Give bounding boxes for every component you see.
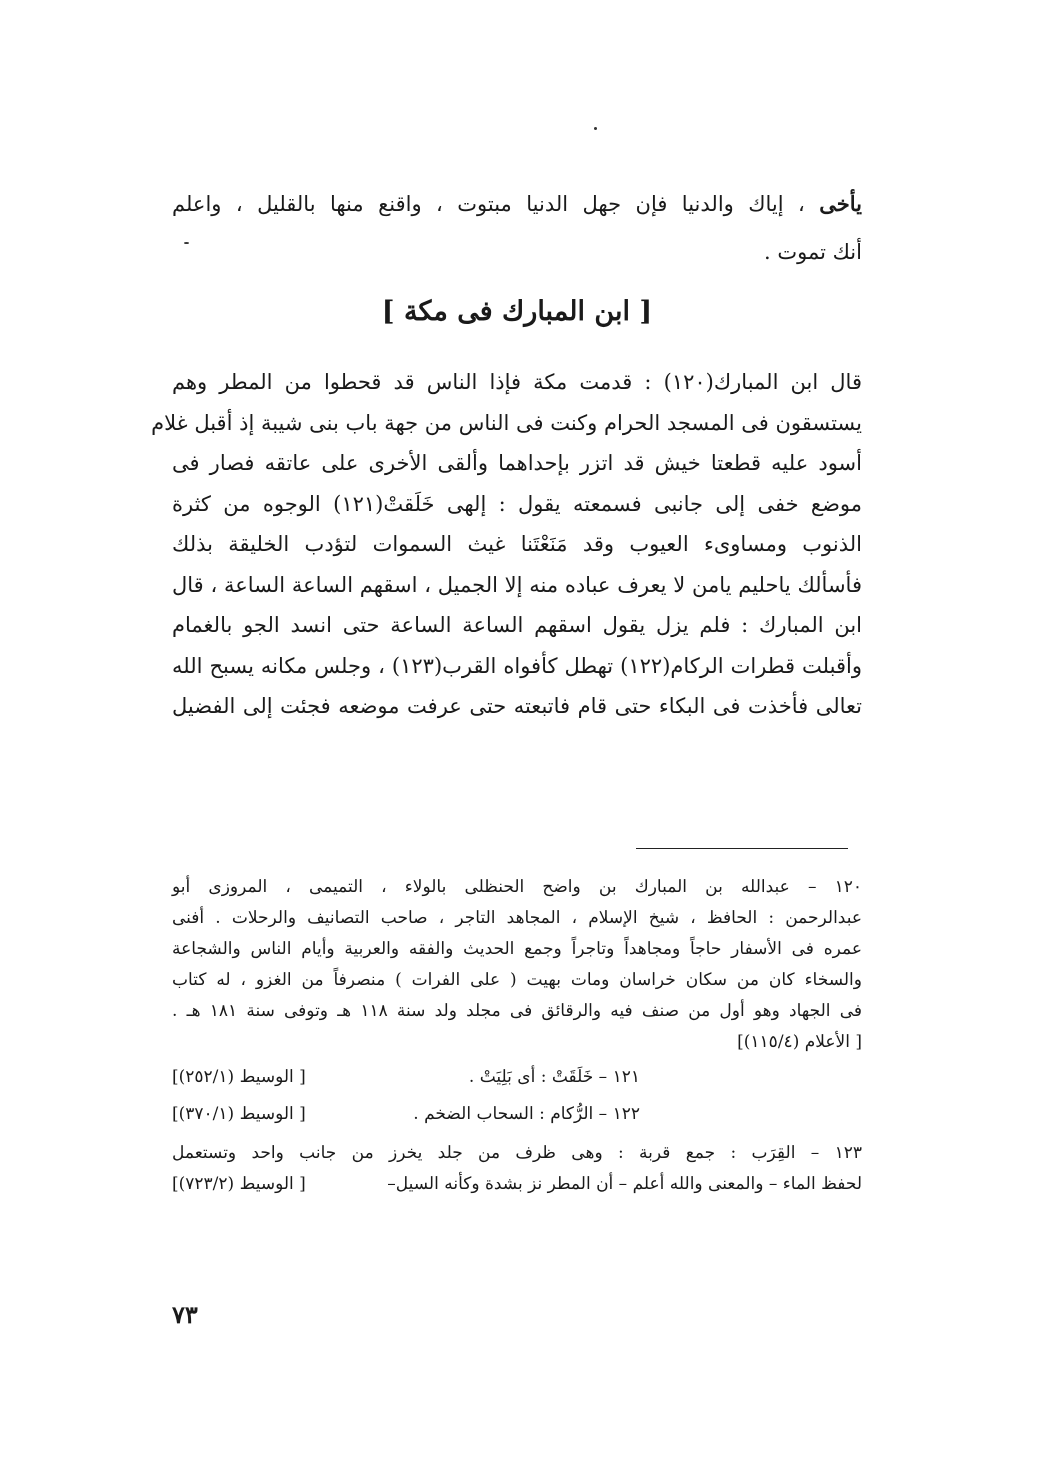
footnote-source: [ الوسيط (٢٥٢/١)]: [172, 1067, 306, 1087]
intro-line: ، إياك والدنيا فإن جهل الدنيا مبتوت ، واقنع منها بالقليل ، واعلم: [172, 192, 820, 216]
intro-paragraph: [172, 180, 862, 276]
body-line: الذنوب ومساوىء العيوب وقد مَنَعْتَنا غيث السموات لتؤدب الخليقة بذلك: [172, 532, 862, 556]
footnote-source: [ الأعلام (١١٥/٤)]: [737, 1032, 862, 1052]
body-line: موضع خفى إلى جانبى فسمعته يقول : إلهى خَلَقتْ(١٢١) الوجوه من كثرة: [172, 491, 863, 516]
footnote-text: ١٢٢ – الرُّكام : السحاب الضخم .: [413, 1104, 640, 1124]
footnote-line: عبدالرحمن : الحافظ ، شيخ الإسلام ، المجاهد التاجر ، صاحب التصانيف والرحلات . أفنى: [172, 908, 862, 928]
footnote-source: [ الوسيط (٣٧٠/١)]: [172, 1104, 306, 1124]
footnote-123-end: [172, 1169, 862, 1200]
footnote-line: والسخاء كان من سكان خراسان ومات بهيت ( على الفرات ) منصرفاً من الغزو ، له كتاب: [172, 970, 862, 990]
footnote-source: [ الوسيط (٧٢٣/٢)]: [172, 1174, 306, 1194]
body-line: يستسقون فى المسجد الحرام وكنت فى الناس من جهة باب بنى شيبة إذ أقبل غلام: [151, 410, 862, 435]
body-line: فأسألك ياحليم يامن لا يعرف عباده منه إلا الجميل ، اسقهم الساعة الساعة ، قال: [172, 572, 862, 597]
body-line: تعالى فأخذت فى البكاء حتى قام فاتبعته حتى عرفت موضعه فجئت إلى الفضيل: [172, 694, 862, 718]
footnotes: [172, 872, 862, 1200]
intro-line: أنك تموت .: [763, 240, 862, 264]
footnote-121: [172, 1062, 862, 1093]
footnote-line: ١٢٠ – عبدالله بن المبارك بن واضح الحنظلى بالولاء ، التميمى ، المروزى أبو: [172, 877, 862, 897]
footnote-122: [172, 1099, 862, 1130]
body-line: أسود عليه قطعتا خيش قد اتزر بإحداهما وألقى الأخرى على عاتقه فصار فى: [172, 451, 862, 475]
footnote-line: ١٢٣ – القِرَب : جمع قربة : وهى ظرف من جلد يخرز من جانب واحد وتستعمل: [172, 1143, 862, 1163]
body-line: قال ابن المبارك(١٢٠) : قدمت مكة فإذا الناس قد قحطوا من المطر وهم: [172, 370, 862, 394]
body-line: وأقبلت قطرات الركام(١٢٢) تهطل كأفواه القرب(١٢٣) ، وجلس مكانه يسبح الله: [172, 653, 862, 678]
intro-lead-word: يأخى: [819, 191, 862, 216]
footnote-text: ١٢١ – خَلَقَتْ : أى بَلِيَتْ .: [468, 1067, 640, 1087]
footnote-line: فى الجهاد وهو أول من صنف فيه والرقائق فى مجلد ولد سنة ١١٨ هـ وتوفى سنة ١٨١ هـ .: [172, 1001, 862, 1021]
footnote-text: لحفظ الماء – والمعنى والله أعلم – أن المطر نز بشدة وكأنه السيل–: [387, 1174, 862, 1194]
section-heading: [ ابن المبارك فى مكة ]: [381, 296, 653, 327]
body-line: ابن المبارك : فلم يزل يقول اسقهم الساعة الساعة حتى انسد الجو بالغمام: [172, 613, 862, 637]
scan-speck: [594, 127, 597, 130]
footnote-separator: [636, 848, 848, 849]
body-paragraph: [151, 362, 863, 727]
page-number: ٧٣: [172, 1300, 198, 1329]
footnote-line: عمره فى الأسفار حاجاً ومجاهداً وتاجراً وجمع الحديث والفقه والعربية وأيام الناس والشجاعة: [172, 939, 862, 959]
